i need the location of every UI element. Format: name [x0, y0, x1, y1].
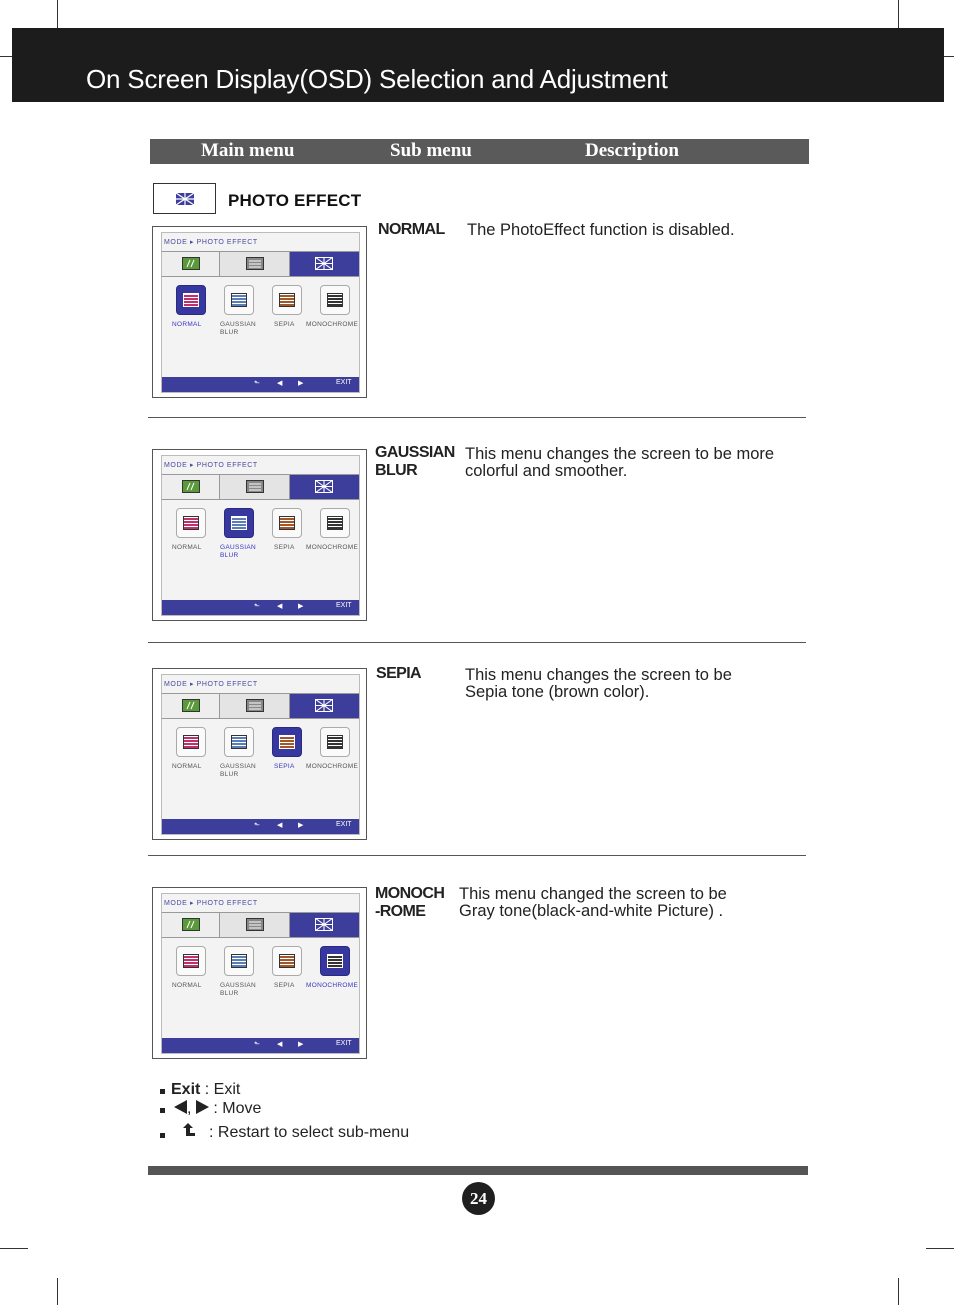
osd-option-button[interactable]: [272, 727, 302, 757]
photo-effect-icon-box: [153, 183, 216, 214]
osd-crumb-mode: MODE: [164, 681, 188, 688]
monochrome-icon: [327, 516, 343, 530]
crop-mark: [57, 0, 58, 28]
osd-option-label: GAUSSIAN BLUR: [220, 982, 256, 997]
section-divider: [148, 642, 806, 643]
osd-option-button[interactable]: [224, 727, 254, 757]
picture-mode-icon: [182, 480, 200, 493]
monochrome-icon: [327, 293, 343, 307]
osd-screen: [152, 226, 367, 398]
gaussian-blur-icon: [231, 293, 247, 307]
osd-crumb-section: PHOTO EFFECT: [196, 900, 258, 907]
osd-footer: [162, 600, 359, 615]
photo-effect-icon: [315, 699, 333, 712]
sub-label-sepia: SEPIA: [376, 665, 422, 682]
normal-icon: [183, 954, 199, 968]
picture-mode-icon: [182, 699, 200, 712]
osd-tabs: [162, 474, 359, 500]
osd-option-button[interactable]: [176, 946, 206, 976]
section-divider: [148, 855, 806, 856]
chevron-right-icon: ▸: [189, 900, 195, 907]
osd-tab-picture[interactable]: [162, 694, 220, 718]
column-header-bar: [150, 139, 809, 164]
description-monochrome: This menu changed the screen to be Gray tone(black-and-white Picture) .: [459, 885, 727, 920]
crop-mark: [926, 1248, 954, 1249]
right-arrow-icon[interactable]: ▶: [298, 603, 304, 610]
osd-option-label: GAUSSIAN BLUR: [220, 321, 256, 336]
osd-option-button[interactable]: [224, 285, 254, 315]
osd-option-button[interactable]: [176, 727, 206, 757]
restart-icon[interactable]: ⬑: [254, 380, 260, 387]
photo-effect-icon: [176, 193, 194, 205]
osd-option-label: SEPIA: [274, 321, 295, 328]
osd-option-button[interactable]: [176, 508, 206, 538]
smart-mode-icon: [246, 699, 264, 712]
legend-bullet: [160, 1108, 165, 1113]
sepia-icon: [279, 293, 295, 307]
gaussian-blur-icon: [231, 735, 247, 749]
osd-tabs: [162, 693, 359, 719]
osd-tab-smart[interactable]: [220, 694, 290, 718]
osd-option-button[interactable]: [272, 508, 302, 538]
description-gaussian-blur: This menu changes the screen to be more colorful and smoother.: [465, 445, 775, 480]
restart-icon[interactable]: ⬑: [254, 603, 260, 610]
osd-option-label: NORMAL: [172, 321, 202, 328]
osd-option-button[interactable]: [224, 946, 254, 976]
osd-tab-picture[interactable]: [162, 475, 220, 499]
description-sepia: This menu changes the screen to be Sepia tone (brown color).: [465, 666, 732, 701]
description-normal: The PhotoEffect function is disabled.: [467, 221, 735, 239]
osd-option-button[interactable]: [320, 727, 350, 757]
osd-crumb-section: PHOTO EFFECT: [196, 462, 258, 469]
restart-icon[interactable]: ⬑: [254, 1041, 260, 1048]
gaussian-blur-icon: [231, 954, 247, 968]
smart-mode-icon: [246, 480, 264, 493]
osd-option-button[interactable]: [176, 285, 206, 315]
osd-option-label: GAUSSIAN BLUR: [220, 544, 256, 559]
normal-icon: [183, 735, 199, 749]
main-menu-label: PHOTO EFFECT: [228, 191, 362, 210]
photo-effect-icon: [315, 257, 333, 270]
osd-option-label: SEPIA: [274, 544, 295, 551]
osd-crumb-mode: MODE: [164, 462, 188, 469]
osd-option-button[interactable]: [320, 946, 350, 976]
osd-crumb-mode: MODE: [164, 239, 188, 246]
osd-tab-smart[interactable]: [220, 475, 290, 499]
crop-mark: [944, 56, 954, 57]
crop-mark: [0, 1248, 28, 1249]
osd-footer: [162, 1038, 359, 1053]
sepia-icon: [279, 735, 295, 749]
osd-screen: [152, 887, 367, 1059]
left-arrow-icon[interactable]: ◀: [277, 603, 283, 610]
osd-tab-photo-effect[interactable]: [290, 475, 359, 499]
osd-screen: [152, 668, 367, 840]
photo-effect-icon: [315, 918, 333, 931]
picture-mode-icon: [182, 918, 200, 931]
page-number: 24: [462, 1182, 495, 1215]
footer-bar: [148, 1166, 808, 1175]
osd-crumb-mode: MODE: [164, 900, 188, 907]
osd-footer: [162, 819, 359, 834]
left-arrow-icon: [174, 1100, 187, 1114]
osd-option-label: MONOCHROME: [306, 763, 359, 770]
restart-icon[interactable]: ⬑: [254, 822, 260, 829]
osd-panel: [161, 455, 360, 616]
osd-exit[interactable]: EXIT: [336, 379, 352, 386]
smart-mode-icon: [246, 257, 264, 270]
osd-option-button[interactable]: [320, 285, 350, 315]
osd-option-button[interactable]: [272, 285, 302, 315]
left-arrow-icon[interactable]: ◀: [277, 822, 283, 829]
left-arrow-icon[interactable]: ◀: [277, 1041, 283, 1048]
osd-panel: [161, 674, 360, 835]
restart-icon: [180, 1122, 196, 1138]
osd-option-button[interactable]: [320, 508, 350, 538]
osd-breadcrumb: [164, 461, 258, 469]
monochrome-icon: [327, 735, 343, 749]
osd-tab-picture[interactable]: [162, 913, 220, 937]
legend-move: , : Move: [174, 1100, 261, 1118]
osd-tabs: [162, 912, 359, 938]
osd-panel: [161, 893, 360, 1054]
sub-label-monochrome: MONOCH -ROME: [375, 885, 445, 920]
osd-screen: [152, 449, 367, 621]
column-sub-menu: Sub menu: [390, 140, 472, 161]
osd-breadcrumb: [164, 680, 258, 688]
chevron-right-icon: ▸: [189, 681, 195, 688]
sub-label-normal: NORMAL: [378, 221, 445, 238]
sub-label-gaussian-blur: GAUSSIAN BLUR: [375, 444, 455, 479]
osd-exit[interactable]: EXIT: [336, 602, 352, 609]
osd-breadcrumb: [164, 238, 258, 246]
osd-exit[interactable]: EXIT: [336, 1040, 352, 1047]
osd-tab-photo-effect[interactable]: [290, 694, 359, 718]
osd-option-label: NORMAL: [172, 763, 202, 770]
right-arrow-icon[interactable]: ▶: [298, 1041, 304, 1048]
crop-mark: [57, 1278, 58, 1305]
normal-icon: [183, 293, 199, 307]
column-description: Description: [585, 140, 679, 161]
osd-crumb-section: PHOTO EFFECT: [196, 681, 258, 688]
crop-mark: [898, 0, 899, 28]
chevron-right-icon: ▸: [189, 239, 195, 246]
page-title: On Screen Display(OSD) Selection and Adjustment: [86, 64, 668, 94]
osd-footer: [162, 377, 359, 392]
osd-panel: [161, 232, 360, 393]
column-main-menu: Main menu: [201, 140, 295, 161]
osd-option-button[interactable]: [224, 508, 254, 538]
gaussian-blur-icon: [231, 516, 247, 530]
smart-mode-icon: [246, 918, 264, 931]
osd-tabs: [162, 251, 359, 277]
section-divider: [148, 417, 806, 418]
normal-icon: [183, 516, 199, 530]
osd-tab-photo-effect[interactable]: [290, 913, 359, 937]
right-arrow-icon[interactable]: ▶: [298, 380, 304, 387]
left-arrow-icon[interactable]: ◀: [277, 380, 283, 387]
chevron-right-icon: ▸: [189, 462, 195, 469]
osd-tab-smart[interactable]: [220, 913, 290, 937]
osd-breadcrumb: [164, 899, 258, 907]
sepia-icon: [279, 954, 295, 968]
right-arrow-icon: [196, 1100, 209, 1114]
osd-exit[interactable]: EXIT: [336, 821, 352, 828]
osd-option-label: MONOCHROME: [306, 982, 359, 989]
osd-option-label: SEPIA: [274, 982, 295, 989]
osd-option-label: NORMAL: [172, 982, 202, 989]
legend-bullet: [160, 1089, 165, 1094]
osd-option-button[interactable]: [272, 946, 302, 976]
osd-tab-picture[interactable]: [162, 252, 220, 276]
osd-tab-smart[interactable]: [220, 252, 290, 276]
osd-option-label: MONOCHROME: [306, 321, 359, 328]
monochrome-icon: [327, 954, 343, 968]
osd-crumb-section: PHOTO EFFECT: [196, 239, 258, 246]
legend-exit: Exit : Exit: [171, 1081, 241, 1098]
legend-bullet: [160, 1133, 165, 1138]
osd-option-label: GAUSSIAN BLUR: [220, 763, 256, 778]
legend-restart: : Restart to select sub-menu: [209, 1124, 410, 1141]
sepia-icon: [279, 516, 295, 530]
osd-tab-photo-effect[interactable]: [290, 252, 359, 276]
crop-mark: [0, 56, 12, 57]
osd-option-label: NORMAL: [172, 544, 202, 551]
crop-mark: [898, 1278, 899, 1305]
osd-option-label: SEPIA: [274, 763, 295, 770]
photo-effect-icon: [315, 480, 333, 493]
osd-option-label: MONOCHROME: [306, 544, 359, 551]
picture-mode-icon: [182, 257, 200, 270]
right-arrow-icon[interactable]: ▶: [298, 822, 304, 829]
